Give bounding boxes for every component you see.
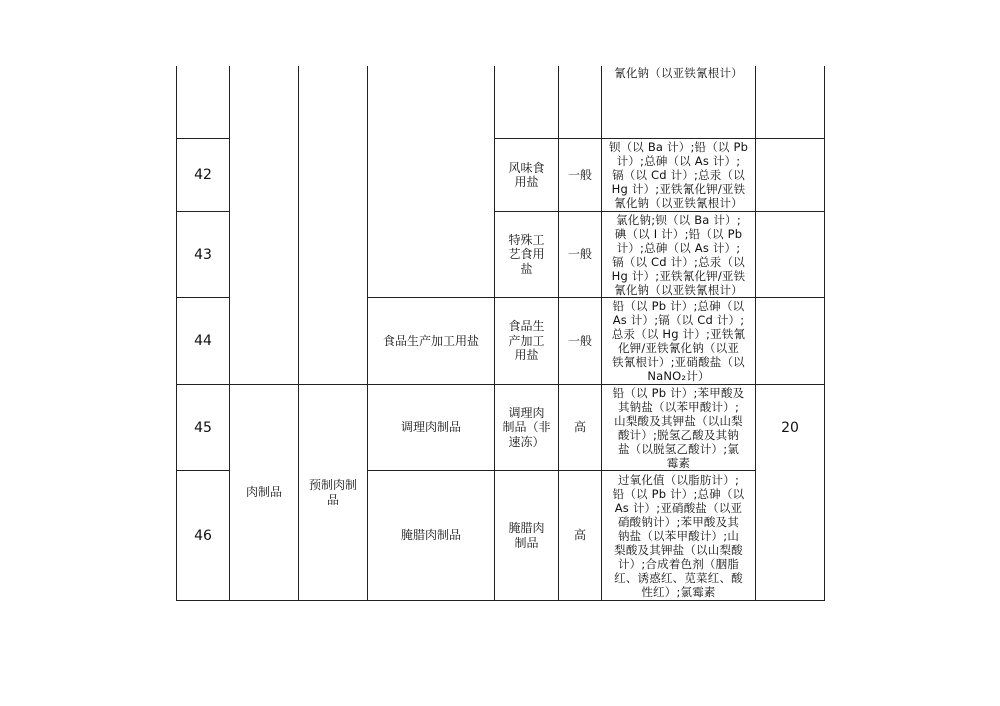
subcategory-cell: 调理肉制品	[400, 420, 461, 435]
risk-level-cell: 一般	[567, 247, 592, 262]
row-number: 46	[194, 527, 212, 544]
risk-level-cell: 一般	[567, 333, 592, 348]
row-number: 42	[194, 167, 212, 183]
vline	[755, 66, 756, 601]
row-number: 45	[194, 419, 212, 436]
subcategory-cell: 腌腊肉制品	[400, 528, 461, 543]
product-name-cell: 腌腊肉 制品	[508, 521, 545, 550]
hline	[176, 600, 825, 601]
product-name-cell: 调理肉 制品（非 速冻）	[502, 405, 551, 449]
product-name-cell: 食品生 产加工 用盐	[508, 319, 545, 363]
test-items-cell: 氰化钠（以亚铁氰根计）	[614, 66, 743, 80]
row-number: 44	[194, 333, 212, 349]
test-items-cell: 氯化钠;钡（以 Ba 计）; 碘（以 I 计）;铅（以 Pb 计）;总砷（以 As 计）; 镉（以 Cd 计）;总汞（以 Hg 计）;亚铁氰化钾/亚铁 氰化钠（以亚铁氰根计）	[611, 212, 746, 297]
test-items-cell: 铅（以 Pb 计）;总砷（以 As 计）;镉（以 Cd 计）; 总汞（以 Hg 计）;亚铁氰 化钾/亚铁氰化钠（以亚 铁氰根计）;亚硝酸盐（以 NaNO₂计）	[611, 299, 746, 383]
product-name-cell: 风味食 用盐	[508, 160, 545, 189]
risk-level-cell: 高	[573, 528, 586, 543]
sample-quota-cell: 20	[781, 419, 799, 436]
test-items-cell: 过氧化值（以脂肪计）; 铅（以 Pb 计）;总砷（以 As 计）;亚硝酸盐（以亚 硝酸钠计）;苯甲酸及其 钠盐（以苯甲酸计）;山 梨酸及其钾盐（以山梨酸 计）;合成着色剂（胭脂 红、诱惑红、苋菜红、酸 性红）;氯霉素	[612, 472, 745, 599]
product-name-cell: 特殊工 艺食用 盐	[508, 232, 545, 276]
risk-level-cell: 一般	[567, 167, 592, 182]
vline	[824, 66, 825, 601]
test-items-cell: 钡（以 Ba 计）;铅（以 Pb 计）;总砷（以 As 计）; 镉（以 Cd 计）;总汞（以 Hg 计）;亚铁氰化钾/亚铁 氰化钠（以亚铁氰根计）	[608, 140, 749, 210]
category-cell: 肉制品	[245, 485, 282, 500]
subcategory-cell: 食品生产加工用盐	[382, 333, 479, 348]
subcategory-group-cell: 预制肉制 品	[308, 478, 357, 507]
test-items-cell: 铅（以 Pb 计）;苯甲酸及 其钠盐（以苯甲酸计）; 山梨酸及其钾盐（以山梨 酸计）;脱氢乙酸及其钠 盐（以脱氢乙酸计）;氯 霉素	[612, 385, 745, 470]
row-number: 43	[194, 246, 212, 263]
risk-level-cell: 高	[573, 420, 586, 435]
